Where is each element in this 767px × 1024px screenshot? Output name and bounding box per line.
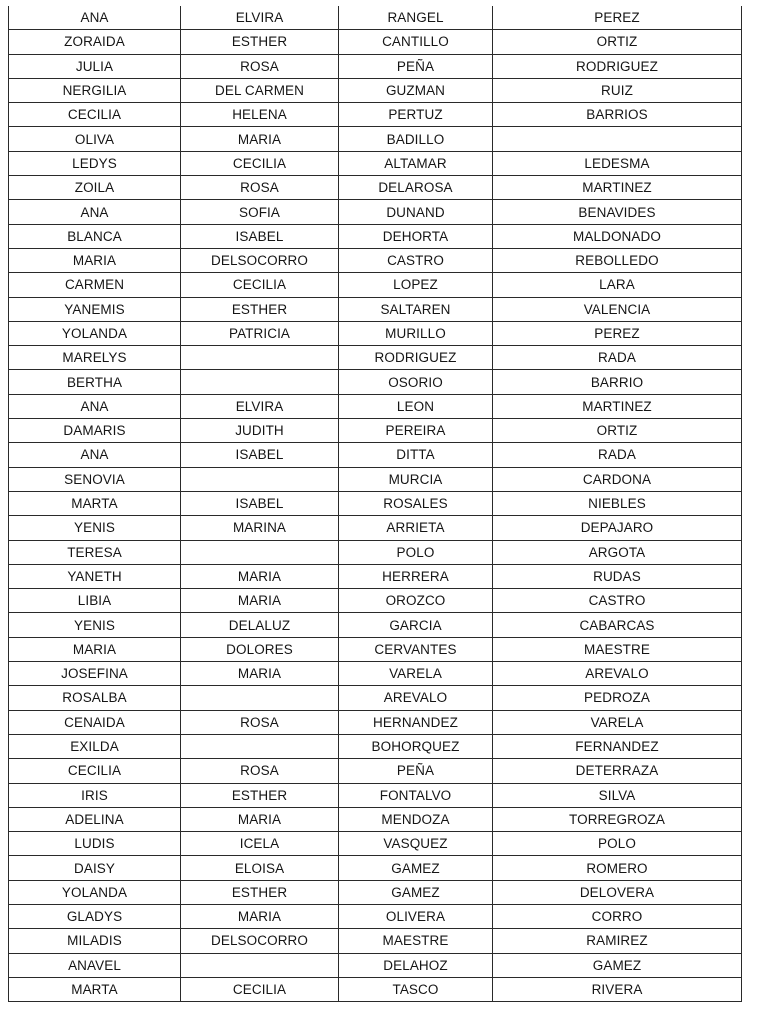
first-name-cell: IRIS	[9, 783, 181, 807]
table-row	[9, 54, 742, 78]
middle-name-cell: DELALUZ	[181, 613, 339, 637]
first-name-cell: TERESA	[9, 540, 181, 564]
middle-name-cell: CECILIA	[181, 977, 339, 1001]
first-name-cell: NERGILIA	[9, 78, 181, 102]
middle-name-cell: ESTHER	[181, 30, 339, 54]
middle-name-cell: ESTHER	[181, 783, 339, 807]
first-name-cell: YENIS	[9, 516, 181, 540]
first-name-cell: MARTA	[9, 491, 181, 515]
middle-name-cell: SOFIA	[181, 200, 339, 224]
second-surname-cell: MAESTRE	[493, 637, 742, 661]
middle-name-cell: DEL CARMEN	[181, 78, 339, 102]
first-name-cell: SENOVIA	[9, 467, 181, 491]
first-surname-cell: DUNAND	[339, 200, 493, 224]
second-surname-cell: DELOVERA	[493, 880, 742, 904]
second-surname-cell: PEDROZA	[493, 686, 742, 710]
second-surname-cell: GAMEZ	[493, 953, 742, 977]
first-name-cell: CECILIA	[9, 759, 181, 783]
table-row	[9, 783, 742, 807]
middle-name-cell: ISABEL	[181, 491, 339, 515]
first-name-cell: MARIA	[9, 637, 181, 661]
second-surname-cell: RIVERA	[493, 977, 742, 1001]
first-surname-cell: CASTRO	[339, 248, 493, 272]
middle-name-cell: ISABEL	[181, 224, 339, 248]
first-name-cell: BLANCA	[9, 224, 181, 248]
first-name-cell: YANEMIS	[9, 297, 181, 321]
second-surname-cell: PEREZ	[493, 321, 742, 345]
table-row	[9, 273, 742, 297]
first-name-cell: MARIA	[9, 248, 181, 272]
table-row	[9, 734, 742, 758]
first-name-cell: YANETH	[9, 564, 181, 588]
second-surname-cell: DEPAJARO	[493, 516, 742, 540]
table-row	[9, 151, 742, 175]
table-row	[9, 200, 742, 224]
second-surname-cell: ARGOTA	[493, 540, 742, 564]
table-row	[9, 589, 742, 613]
first-surname-cell: OROZCO	[339, 589, 493, 613]
middle-name-cell	[181, 686, 339, 710]
first-name-cell: ZOILA	[9, 176, 181, 200]
second-surname-cell: BARRIOS	[493, 103, 742, 127]
second-surname-cell: ROMERO	[493, 856, 742, 880]
first-name-cell: LUDIS	[9, 832, 181, 856]
middle-name-cell: MARINA	[181, 516, 339, 540]
middle-name-cell	[181, 540, 339, 564]
first-surname-cell: DELAROSA	[339, 176, 493, 200]
table-row	[9, 103, 742, 127]
first-name-cell: MARELYS	[9, 346, 181, 370]
first-surname-cell: VARELA	[339, 662, 493, 686]
names-table	[8, 6, 742, 1002]
first-name-cell: MARTA	[9, 977, 181, 1001]
table-row	[9, 516, 742, 540]
middle-name-cell: MARIA	[181, 904, 339, 928]
first-name-cell: ANA	[9, 394, 181, 418]
table-row	[9, 856, 742, 880]
middle-name-cell	[181, 370, 339, 394]
names-sheet	[8, 6, 741, 1002]
table-row	[9, 491, 742, 515]
first-surname-cell: ARRIETA	[339, 516, 493, 540]
first-name-cell: ZORAIDA	[9, 30, 181, 54]
first-name-cell: YOLANDA	[9, 321, 181, 345]
first-name-cell: CARMEN	[9, 273, 181, 297]
table-row	[9, 419, 742, 443]
first-surname-cell: VASQUEZ	[339, 832, 493, 856]
table-row	[9, 953, 742, 977]
table-row	[9, 346, 742, 370]
first-name-cell: CECILIA	[9, 103, 181, 127]
first-surname-cell: MURCIA	[339, 467, 493, 491]
first-surname-cell: LOPEZ	[339, 273, 493, 297]
middle-name-cell: DOLORES	[181, 637, 339, 661]
table-row	[9, 613, 742, 637]
second-surname-cell: BARRIO	[493, 370, 742, 394]
table-row	[9, 904, 742, 928]
first-name-cell: BERTHA	[9, 370, 181, 394]
first-surname-cell: PEÑA	[339, 759, 493, 783]
first-surname-cell: RANGEL	[339, 6, 493, 30]
second-surname-cell: LEDESMA	[493, 151, 742, 175]
second-surname-cell: VARELA	[493, 710, 742, 734]
second-surname-cell: TORREGROZA	[493, 807, 742, 831]
second-surname-cell: CARDONA	[493, 467, 742, 491]
table-row	[9, 710, 742, 734]
second-surname-cell	[493, 127, 742, 151]
middle-name-cell: ROSA	[181, 176, 339, 200]
second-surname-cell: NIEBLES	[493, 491, 742, 515]
first-surname-cell: OLIVERA	[339, 904, 493, 928]
second-surname-cell: ORTIZ	[493, 30, 742, 54]
middle-name-cell: HELENA	[181, 103, 339, 127]
table-row	[9, 977, 742, 1001]
first-name-cell: ROSALBA	[9, 686, 181, 710]
first-name-cell: ANAVEL	[9, 953, 181, 977]
middle-name-cell	[181, 734, 339, 758]
middle-name-cell: ICELA	[181, 832, 339, 856]
table-row	[9, 929, 742, 953]
second-surname-cell: BENAVIDES	[493, 200, 742, 224]
table-row	[9, 467, 742, 491]
first-surname-cell: RODRIGUEZ	[339, 346, 493, 370]
second-surname-cell: RUIZ	[493, 78, 742, 102]
middle-name-cell: MARIA	[181, 564, 339, 588]
table-row	[9, 759, 742, 783]
second-surname-cell: RADA	[493, 346, 742, 370]
first-surname-cell: DELAHOZ	[339, 953, 493, 977]
first-name-cell: ANA	[9, 6, 181, 30]
first-name-cell: LIBIA	[9, 589, 181, 613]
names-table-body	[9, 6, 742, 1002]
first-name-cell: MILADIS	[9, 929, 181, 953]
first-name-cell: JOSEFINA	[9, 662, 181, 686]
first-surname-cell: ROSALES	[339, 491, 493, 515]
second-surname-cell: PEREZ	[493, 6, 742, 30]
first-surname-cell: MURILLO	[339, 321, 493, 345]
first-name-cell: DAISY	[9, 856, 181, 880]
first-name-cell: DAMARIS	[9, 419, 181, 443]
middle-name-cell: ROSA	[181, 710, 339, 734]
first-surname-cell: AREVALO	[339, 686, 493, 710]
middle-name-cell: MARIA	[181, 589, 339, 613]
middle-name-cell: DELSOCORRO	[181, 248, 339, 272]
first-name-cell: EXILDA	[9, 734, 181, 758]
first-surname-cell: LEON	[339, 394, 493, 418]
first-surname-cell: GUZMAN	[339, 78, 493, 102]
middle-name-cell: JUDITH	[181, 419, 339, 443]
first-name-cell: YOLANDA	[9, 880, 181, 904]
first-surname-cell: HERNANDEZ	[339, 710, 493, 734]
second-surname-cell: RUDAS	[493, 564, 742, 588]
first-surname-cell: GAMEZ	[339, 856, 493, 880]
table-row	[9, 443, 742, 467]
first-surname-cell: BADILLO	[339, 127, 493, 151]
table-row	[9, 394, 742, 418]
table-row	[9, 370, 742, 394]
middle-name-cell: CECILIA	[181, 273, 339, 297]
table-row	[9, 297, 742, 321]
table-row	[9, 880, 742, 904]
second-surname-cell: DETERRAZA	[493, 759, 742, 783]
middle-name-cell: ESTHER	[181, 297, 339, 321]
middle-name-cell: ROSA	[181, 759, 339, 783]
first-surname-cell: GARCIA	[339, 613, 493, 637]
table-row	[9, 30, 742, 54]
table-row	[9, 686, 742, 710]
first-surname-cell: DITTA	[339, 443, 493, 467]
table-row	[9, 637, 742, 661]
first-surname-cell: OSORIO	[339, 370, 493, 394]
middle-name-cell: ELVIRA	[181, 394, 339, 418]
middle-name-cell: CECILIA	[181, 151, 339, 175]
first-surname-cell: SALTAREN	[339, 297, 493, 321]
first-name-cell: GLADYS	[9, 904, 181, 928]
first-name-cell: LEDYS	[9, 151, 181, 175]
middle-name-cell: ELOISA	[181, 856, 339, 880]
middle-name-cell	[181, 346, 339, 370]
first-surname-cell: PEREIRA	[339, 419, 493, 443]
first-surname-cell: CERVANTES	[339, 637, 493, 661]
second-surname-cell: RAMIREZ	[493, 929, 742, 953]
first-name-cell: ANA	[9, 443, 181, 467]
first-surname-cell: PEÑA	[339, 54, 493, 78]
second-surname-cell: FERNANDEZ	[493, 734, 742, 758]
first-surname-cell: FONTALVO	[339, 783, 493, 807]
middle-name-cell: PATRICIA	[181, 321, 339, 345]
second-surname-cell: REBOLLEDO	[493, 248, 742, 272]
second-surname-cell: VALENCIA	[493, 297, 742, 321]
table-row	[9, 832, 742, 856]
second-surname-cell: RADA	[493, 443, 742, 467]
first-name-cell: ADELINA	[9, 807, 181, 831]
second-surname-cell: CASTRO	[493, 589, 742, 613]
second-surname-cell: AREVALO	[493, 662, 742, 686]
first-name-cell: CENAIDA	[9, 710, 181, 734]
first-surname-cell: MENDOZA	[339, 807, 493, 831]
table-row	[9, 176, 742, 200]
second-surname-cell: CABARCAS	[493, 613, 742, 637]
second-surname-cell: SILVA	[493, 783, 742, 807]
first-name-cell: OLIVA	[9, 127, 181, 151]
table-row	[9, 321, 742, 345]
second-surname-cell: MARTINEZ	[493, 176, 742, 200]
first-surname-cell: PERTUZ	[339, 103, 493, 127]
table-row	[9, 78, 742, 102]
first-name-cell: JULIA	[9, 54, 181, 78]
second-surname-cell: MALDONADO	[493, 224, 742, 248]
table-row	[9, 807, 742, 831]
second-surname-cell: RODRIGUEZ	[493, 54, 742, 78]
middle-name-cell: ESTHER	[181, 880, 339, 904]
middle-name-cell: DELSOCORRO	[181, 929, 339, 953]
middle-name-cell	[181, 953, 339, 977]
second-surname-cell: POLO	[493, 832, 742, 856]
table-row	[9, 662, 742, 686]
middle-name-cell	[181, 467, 339, 491]
middle-name-cell: MARIA	[181, 127, 339, 151]
middle-name-cell: ELVIRA	[181, 6, 339, 30]
first-surname-cell: POLO	[339, 540, 493, 564]
table-row	[9, 224, 742, 248]
middle-name-cell: ISABEL	[181, 443, 339, 467]
table-row	[9, 564, 742, 588]
table-row	[9, 127, 742, 151]
first-surname-cell: CANTILLO	[339, 30, 493, 54]
second-surname-cell: LARA	[493, 273, 742, 297]
table-row	[9, 248, 742, 272]
middle-name-cell: ROSA	[181, 54, 339, 78]
first-surname-cell: TASCO	[339, 977, 493, 1001]
first-surname-cell: ALTAMAR	[339, 151, 493, 175]
table-row	[9, 6, 742, 30]
first-surname-cell: MAESTRE	[339, 929, 493, 953]
second-surname-cell: CORRO	[493, 904, 742, 928]
first-name-cell: YENIS	[9, 613, 181, 637]
first-name-cell: ANA	[9, 200, 181, 224]
middle-name-cell: MARIA	[181, 662, 339, 686]
first-surname-cell: GAMEZ	[339, 880, 493, 904]
second-surname-cell: ORTIZ	[493, 419, 742, 443]
first-surname-cell: DEHORTA	[339, 224, 493, 248]
middle-name-cell: MARIA	[181, 807, 339, 831]
second-surname-cell: MARTINEZ	[493, 394, 742, 418]
first-surname-cell: BOHORQUEZ	[339, 734, 493, 758]
table-row	[9, 540, 742, 564]
first-surname-cell: HERRERA	[339, 564, 493, 588]
